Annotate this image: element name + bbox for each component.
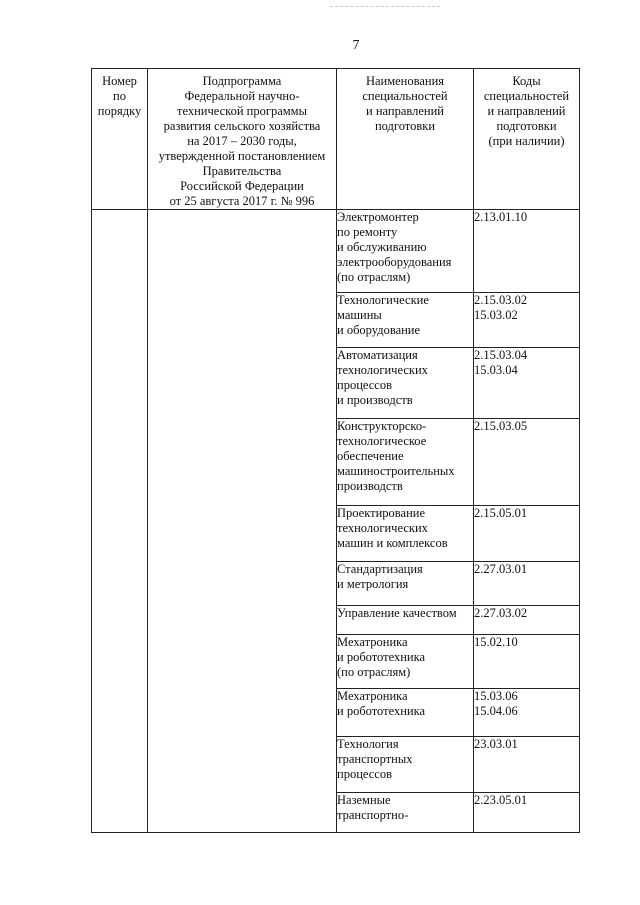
specialty-code: 2.13.01.10 [474, 210, 528, 224]
specialty-name-cell [337, 635, 474, 689]
specialty-name-line: машиностроительных [337, 464, 455, 478]
specialty-name-line: по ремонту [337, 225, 398, 239]
header-text-line: специальностей [362, 89, 448, 103]
header-text-line: порядку [97, 104, 142, 118]
specialty-name-line: транспортно- [337, 808, 409, 822]
specialty-name-line: (по отраслям) [337, 665, 411, 679]
header-text-line: подготовки [374, 119, 436, 133]
header-text-line: Номер [102, 74, 137, 88]
header-text-line: утвержденной постановлением [158, 149, 326, 163]
specialty-name-line: процессов [337, 378, 392, 392]
header-text-line: (при наличии) [488, 134, 565, 148]
header-text-line: подготовки [496, 119, 557, 133]
subprogram-cell [148, 210, 337, 833]
specialty-name-cell [337, 737, 474, 793]
specialty-name-cell [337, 419, 474, 506]
specialty-code: 2.23.05.01 [474, 793, 528, 807]
specialty-code-cell [474, 737, 580, 793]
specialty-name-cell [337, 689, 474, 737]
header-text-line: Коды [512, 74, 541, 88]
specialty-name-line: Наземные [337, 793, 391, 807]
header-text-line: Подпрограмма [202, 74, 282, 88]
specialty-name-cell [337, 348, 474, 419]
header-text-line: и направлений [487, 104, 566, 118]
specialty-name-line: электрооборудования [337, 255, 452, 269]
specialty-code-cell [474, 506, 580, 562]
header-subprogram [148, 69, 337, 210]
specialty-name-line: Конструкторско- [337, 419, 427, 433]
specialty-name-line: и обслуживанию [337, 240, 427, 254]
specialty-code: 23.03.01 [474, 737, 518, 751]
specialty-name-line: и робототехника [337, 704, 426, 718]
specialty-name-line: Мехатроника [337, 635, 408, 649]
page-number: 7 [352, 38, 360, 53]
specialty-code: 15.02.10 [474, 635, 518, 649]
specialty-name-line: и робототехника [337, 650, 426, 664]
specialty-name-cell [337, 606, 474, 635]
specialty-name-line: машины [337, 308, 382, 322]
specialties-table [91, 68, 580, 833]
specialty-name-cell [337, 562, 474, 606]
specialty-name-line: производств [337, 479, 403, 493]
specialty-name-line: Мехатроника [337, 689, 408, 703]
header-text-line: Наименования [365, 74, 445, 88]
header-text-line: специальностей [483, 89, 570, 103]
specialty-name-line: и производств [337, 393, 413, 407]
specialty-name-cell [337, 210, 474, 293]
specialty-name-line: транспортных [337, 752, 413, 766]
specialty-code-cell [474, 793, 580, 833]
header-text-line: Федеральной научно- [184, 89, 300, 103]
specialty-code-cell [474, 348, 580, 419]
specialty-code: 2.15.03.02 [474, 293, 528, 307]
header-text-line: и направлений [366, 104, 444, 118]
specialty-name-line: Технология [337, 737, 399, 751]
specialty-name-line: Электромонтер [337, 210, 419, 224]
header-specialty-names [337, 69, 474, 210]
specialty-code: 15.03.04 [474, 363, 518, 377]
specialty-name-cell [337, 293, 474, 348]
header-text-line: Правительства [202, 164, 282, 178]
specialty-code: 15.03.02 [474, 308, 518, 322]
specialty-name-line: Стандартизация [337, 562, 423, 576]
specialty-name-cell [337, 506, 474, 562]
specialty-name-line: и метрология [337, 577, 409, 591]
header-text-line: по [113, 89, 126, 103]
specialty-code: 2.15.03.04 [474, 348, 528, 362]
header-text-line: Российской Федерации [180, 179, 304, 193]
specialty-name-line: обеспечение [337, 449, 404, 463]
specialty-code: 2.15.03.05 [474, 419, 528, 433]
header-specialty-codes [474, 69, 580, 210]
specialty-name-line: технологических [337, 363, 428, 377]
specialty-code-cell [474, 689, 580, 737]
specialty-code: 2.27.03.02 [474, 606, 528, 620]
specialty-code: 15.04.06 [474, 704, 518, 718]
specialty-code-cell [474, 606, 580, 635]
specialty-code-cell [474, 562, 580, 606]
specialty-name-line: Технологические [337, 293, 429, 307]
specialty-name-line: Автоматизация [337, 348, 418, 362]
table-row [92, 210, 580, 293]
order-number-cell [92, 210, 148, 833]
specialty-name-line: машин и комплексов [337, 536, 448, 550]
specialty-code: 2.27.03.01 [474, 562, 528, 576]
specialty-name-line: процессов [337, 767, 392, 781]
specialty-name-line: Проектирование [337, 506, 426, 520]
header-order-number [92, 69, 148, 210]
specialty-code-cell [474, 419, 580, 506]
specialty-name-line: Управление качеством [337, 606, 457, 620]
specialty-name-line: и оборудование [337, 323, 421, 337]
specialty-name-line: технологическое [337, 434, 427, 448]
header-text-line: от 25 августа 2017 г. № 996 [169, 194, 315, 208]
specialty-name-line: (по отраслям) [337, 270, 411, 284]
specialty-code-cell [474, 635, 580, 689]
table-header-row [92, 69, 580, 210]
scan-artifact [330, 6, 440, 8]
specialty-code: 2.15.05.01 [474, 506, 528, 520]
specialty-code-cell [474, 293, 580, 348]
specialty-name-cell [337, 793, 474, 833]
specialty-code-cell [474, 210, 580, 293]
specialty-code: 15.03.06 [474, 689, 518, 703]
header-text-line: развития сельского хозяйства [163, 119, 321, 133]
specialty-name-line: технологических [337, 521, 428, 535]
header-text-line: технической программы [176, 104, 307, 118]
header-text-line: на 2017 – 2030 годы, [187, 134, 297, 148]
